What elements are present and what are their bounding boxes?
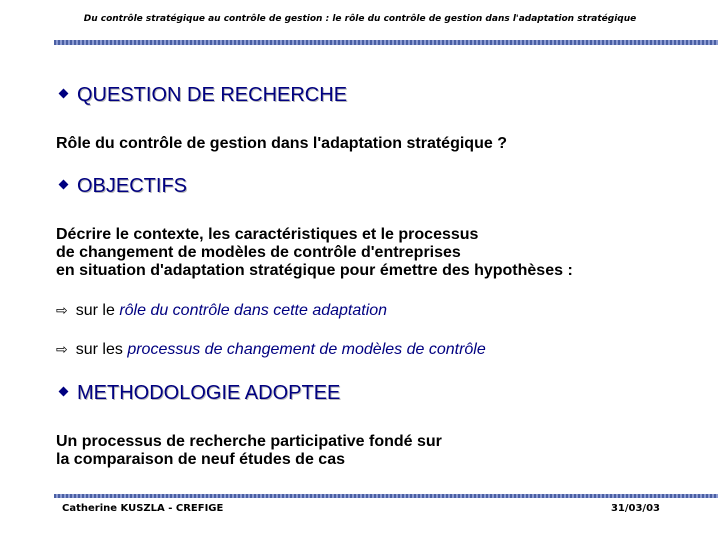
footer-divider bbox=[54, 494, 718, 498]
section-heading-text: METHODOLOGIE ADOPTEE bbox=[77, 382, 341, 404]
section-heading-methodologie bbox=[56, 382, 340, 405]
body-line: Décrire le contexte, les caractéristiques et le processus bbox=[56, 226, 479, 243]
body-line: Un processus de recherche participative fondé sur bbox=[56, 433, 442, 450]
question-text bbox=[56, 135, 507, 153]
body-line: la comparaison de neuf études de cas bbox=[56, 451, 345, 468]
footer-author: Catherine KUSZLA - CREFIGE bbox=[62, 503, 224, 514]
point-prefix: sur les bbox=[75, 341, 128, 358]
section-heading-text: QUESTION DE RECHERCHE bbox=[77, 84, 348, 106]
diamond-bullet-icon bbox=[59, 180, 69, 190]
section-heading-text: OBJECTIFS bbox=[77, 175, 188, 197]
point-prefix: sur le bbox=[75, 302, 120, 319]
header-divider bbox=[54, 40, 718, 45]
body-line: Rôle du contrôle de gestion dans l'adaptation stratégique ? bbox=[56, 135, 507, 152]
objectif-point-1 bbox=[56, 302, 387, 320]
section-heading-question bbox=[56, 84, 347, 107]
methodologie-text bbox=[56, 433, 442, 469]
diamond-bullet-icon bbox=[59, 387, 69, 397]
hollow-right-arrow-icon: ⇨ bbox=[56, 303, 68, 319]
footer-date: 31/03/03 bbox=[610, 503, 660, 514]
objectif-point-2 bbox=[56, 341, 486, 359]
slide-header-title: Du contrôle stratégique au contrôle de gestion : le rôle du contrôle de gestion dans l'adaptation stratégique bbox=[83, 14, 637, 24]
body-line: de changement de modèles de contrôle d'entreprises bbox=[56, 244, 461, 261]
body-line: en situation d'adaptation stratégique pour émettre des hypothèses : bbox=[56, 262, 573, 279]
point-accent: rôle du contrôle dans cette adaptation bbox=[119, 302, 388, 319]
section-heading-objectifs bbox=[56, 175, 187, 198]
point-accent: processus de changement de modèles de contrôle bbox=[127, 341, 486, 358]
objectifs-text bbox=[56, 226, 573, 280]
hollow-right-arrow-icon: ⇨ bbox=[56, 342, 68, 358]
diamond-bullet-icon bbox=[59, 89, 69, 99]
